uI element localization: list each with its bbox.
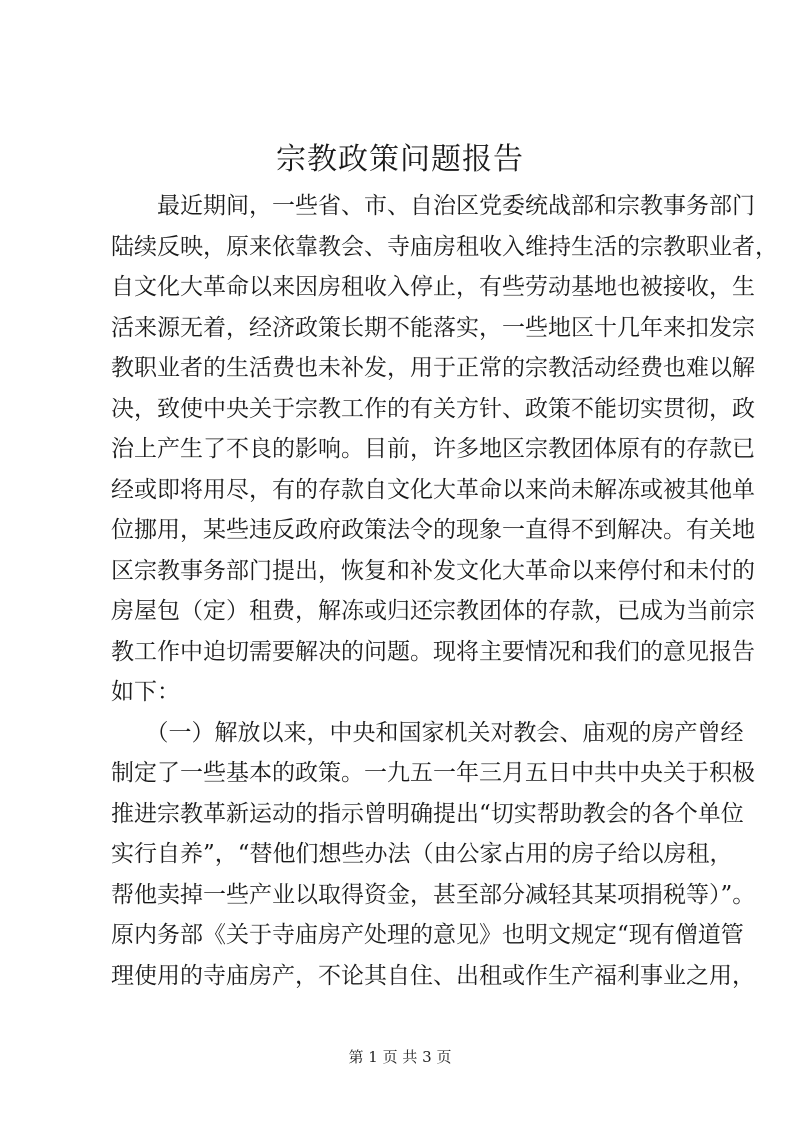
text-line: 如下： bbox=[111, 679, 180, 705]
text-line: 陆续反映，原来依靠教会、寺庙房租收入维持生活的宗教职业者， bbox=[111, 233, 778, 260]
text-line: 实行自养”，“替他们想些办法（由公家占用的房子给以房租， bbox=[111, 841, 733, 867]
text-line: 制定了一些基本的政策。一九五一年三月五日中共中央关于积极 bbox=[111, 760, 755, 786]
text-line: 决，致使中央关于宗教工作的有关方针、政策不能切实贯彻，政 bbox=[111, 395, 755, 422]
text-line: 房屋包（定）租费，解冻或归还宗教团体的存款，已成为当前宗 bbox=[111, 598, 755, 624]
text-line: 帮他卖掉一些产业以取得资金，甚至部分减轻其某项捐税等）”。 bbox=[111, 881, 756, 908]
text-line: 教职业者的生活费也未补发，用于正常的宗教活动经费也难以解 bbox=[111, 355, 755, 381]
text-line: 治上产生了不良的影响。目前，许多地区宗教团体原有的存款已 bbox=[111, 436, 755, 462]
text-line: 经或即将用尽，有的存款自文化大革命以来尚未解冻或被其他单 bbox=[111, 476, 755, 503]
text-line: 活来源无着，经济政策长期不能落实，一些地区十几年来扣发宗 bbox=[111, 314, 755, 341]
page-footer: 第 1 页 共 3 页 bbox=[348, 1048, 452, 1066]
text-line: 最近期间，一些省、市、自治区党委统战部和宗教事务部门 bbox=[111, 193, 755, 219]
document-title: 宗教政策问题报告 bbox=[276, 142, 524, 177]
text-line: 区宗教事务部门提出，恢复和补发文化大革命以来停付和未付的 bbox=[111, 557, 755, 584]
text-line: 位挪用，某些违反政府政策法令的现象一直得不到解决。有关地 bbox=[111, 517, 755, 543]
text-line: 理使用的寺庙房产，不论其自住、出租或作生产福利事业之用， bbox=[111, 962, 755, 989]
text-line: 自文化大革命以来因房租收入停止，有些劳动基地也被接收，生 bbox=[111, 274, 755, 300]
text-line: 原内务部《关于寺庙房产处理的意见》也明文规定“现有僧道管 bbox=[111, 922, 744, 948]
text-line: 教工作中迫切需要解决的问题。现将主要情况和我们的意见报告 bbox=[111, 638, 755, 665]
document-body bbox=[111, 186, 778, 996]
text-line: 推进宗教革新运动的指示曾明确提出“切实帮助教会的各个单位 bbox=[111, 800, 744, 827]
text-line: （一）解放以来，中央和国家机关对教会、庙观的房产曾经 bbox=[111, 719, 744, 746]
